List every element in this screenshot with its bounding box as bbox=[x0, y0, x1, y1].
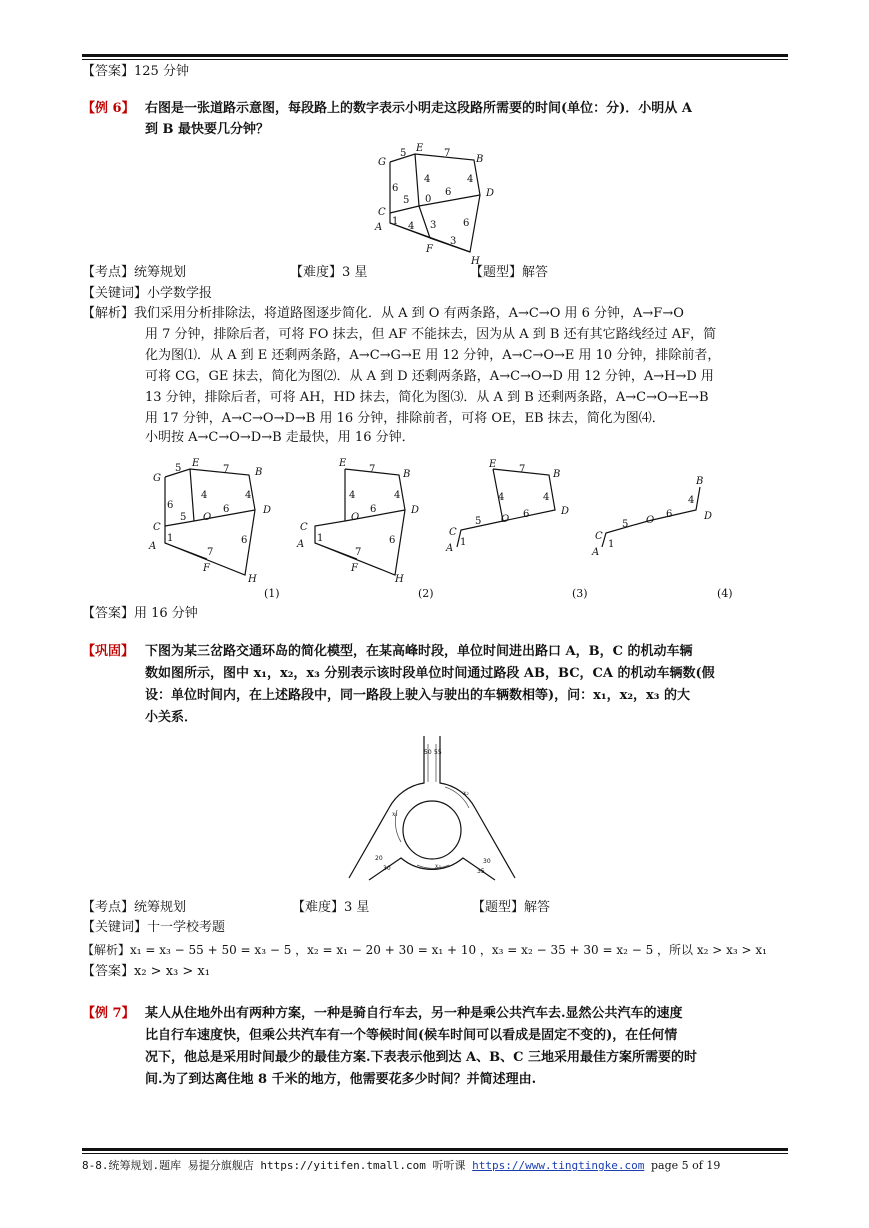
svg-text:6: 6 bbox=[223, 504, 230, 515]
svg-text:55: 55 bbox=[434, 749, 442, 756]
example7-line1: 某人从住地外出有两种方案，一种是骑自行车去，另一种是乘公共汽车去.显然公共汽车的速度 bbox=[145, 1006, 683, 1021]
svg-text:E: E bbox=[339, 458, 347, 469]
svg-text:5: 5 bbox=[475, 516, 482, 527]
svg-text:C: C bbox=[378, 207, 386, 218]
svg-text:C: C bbox=[153, 522, 161, 533]
example7-line4: 间.为了到达离住地 8 千米的地方，他需要花多少时间？并简述理由. bbox=[145, 1072, 537, 1087]
svg-text:3: 3 bbox=[430, 220, 437, 231]
svg-text:H: H bbox=[471, 256, 480, 265]
svg-text:30: 30 bbox=[383, 865, 391, 872]
svg-text:O: O bbox=[501, 514, 510, 525]
consolidate-line3: 设：单位时间内，在上述路段中，同一路段上驶入与驶出的车辆数相等)，问：x₁，x₂，x₃ 的大 bbox=[145, 688, 691, 703]
svg-text:C: C bbox=[449, 527, 457, 538]
svg-text:6: 6 bbox=[523, 509, 530, 520]
solution6-line4: 可将 CG，GE 抹去，简化为图⑵．从 A 到 D 还剩两条路，A→C→O→D 用 12 分钟，A→H→D 用 bbox=[145, 369, 714, 384]
svg-text:5: 5 bbox=[403, 195, 410, 206]
svg-text:B: B bbox=[255, 467, 263, 478]
meta7-point: 【考点】统筹规划 bbox=[82, 900, 187, 915]
svg-text:1: 1 bbox=[317, 533, 324, 544]
svg-text:7: 7 bbox=[207, 547, 214, 558]
svg-text:D: D bbox=[561, 506, 570, 517]
svg-text:4: 4 bbox=[498, 492, 505, 503]
svg-text:H: H bbox=[395, 574, 404, 585]
svg-text:E: E bbox=[192, 458, 200, 469]
consolidate-tag: 【巩固】 bbox=[82, 644, 135, 659]
meta6-type: 【题型】解答 bbox=[470, 265, 549, 280]
svg-text:A: A bbox=[149, 541, 157, 552]
consolidate-line1: 下图为某三岔路交通环岛的简化模型，在某高峰时段，单位时间进出路口 A，B，C 的机动车辆 bbox=[145, 644, 693, 659]
svg-text:7: 7 bbox=[369, 464, 376, 475]
svg-text:O: O bbox=[203, 512, 212, 523]
svg-text:x₂: x₂ bbox=[463, 790, 469, 797]
page-number: page 5 of 19 bbox=[650, 1159, 721, 1172]
figure-3 bbox=[445, 455, 580, 585]
solution6-line7: 小明按 A→C→O→D→B 走最快，用 16 分钟． bbox=[145, 430, 415, 445]
footer-rule-thin bbox=[82, 1153, 788, 1154]
footer-text: 8-8.统筹规划.题库 易提分旗舰店 https://yitifen.tmall.com 听听课 bbox=[82, 1159, 473, 1172]
solution6-line3: 化为图⑴．从 A 到 E 还剩两条路，A→C→G→E 用 12 分钟，A→C→O→E 用 10 分钟，排除前者， bbox=[145, 348, 721, 363]
svg-text:4: 4 bbox=[394, 490, 401, 501]
figure-2 bbox=[295, 455, 430, 585]
svg-text:B: B bbox=[403, 469, 411, 480]
svg-text:6: 6 bbox=[445, 187, 452, 198]
answer6: 【答案】用 16 分钟 bbox=[82, 606, 198, 621]
svg-text:O: O bbox=[646, 515, 655, 526]
svg-text:G: G bbox=[153, 473, 161, 484]
svg-text:4: 4 bbox=[424, 174, 431, 185]
footer-link[interactable]: https://www.tingtingke.com bbox=[472, 1159, 645, 1172]
svg-text:7: 7 bbox=[444, 148, 451, 159]
svg-text:O: O bbox=[351, 512, 360, 523]
svg-text:C: C bbox=[595, 531, 603, 542]
header-rule bbox=[82, 54, 788, 57]
svg-text:6: 6 bbox=[241, 535, 248, 546]
meta6-difficulty: 【难度】3 星 bbox=[290, 265, 368, 280]
svg-text:F: F bbox=[426, 244, 433, 255]
svg-text:6: 6 bbox=[389, 535, 396, 546]
svg-text:B: B bbox=[553, 469, 561, 480]
svg-text:6: 6 bbox=[370, 504, 377, 515]
solution7: 【解析】x₁ = x₃ − 55 + 50 = x₃ − 5 ，x₂ = x₁ − 20 + 30 = x₁ + 10 ，x₃ = x₂ − 35 + 30 = x₂ − 5 ，所以 x₂ > x₃ > x₁ bbox=[82, 943, 767, 957]
solution6-line2: 用 7 分钟，排除后者，可将 FO 抹去，但 AF 不能抹去，因为从 A 到 B 还有其它路线经过 AF，简 bbox=[145, 327, 717, 342]
svg-text:35: 35 bbox=[477, 868, 485, 875]
meta7-type: 【题型】解答 bbox=[472, 900, 551, 915]
svg-text:A: A bbox=[592, 547, 600, 558]
svg-text:B: B bbox=[696, 476, 704, 487]
svg-text:4: 4 bbox=[408, 221, 415, 232]
svg-text:x₃: x₃ bbox=[435, 863, 441, 870]
svg-text:1: 1 bbox=[460, 537, 467, 548]
svg-text:G: G bbox=[378, 157, 386, 168]
meta6-point: 【考点】统筹规划 bbox=[82, 265, 187, 280]
solution6-line5: 13 分钟，排除后者，可将 AH，HD 抹去，简化为图⑶．从 A 到 B 还剩两条路，A→C→O→E→B bbox=[145, 390, 709, 405]
svg-text:E: E bbox=[416, 143, 424, 154]
road-map-diagram bbox=[370, 140, 510, 265]
solution6-line1: 【解析】我们采用分析排除法，将道路图逐步简化．从 A 到 O 有两条路，A→C→O 用 6 分钟，A→F→O bbox=[82, 306, 684, 321]
svg-text:6: 6 bbox=[167, 500, 174, 511]
svg-text:4: 4 bbox=[245, 490, 252, 501]
svg-text:4: 4 bbox=[688, 495, 695, 506]
svg-text:A: A bbox=[446, 543, 454, 554]
svg-text:30: 30 bbox=[483, 858, 491, 865]
caption-1: (1) bbox=[264, 587, 280, 600]
svg-text:7: 7 bbox=[519, 464, 526, 475]
svg-text:6: 6 bbox=[666, 509, 673, 520]
svg-text:7: 7 bbox=[223, 464, 230, 475]
svg-text:A: A bbox=[297, 539, 305, 550]
example7-tag: 【例 7】 bbox=[82, 1006, 135, 1021]
svg-text:4: 4 bbox=[349, 490, 356, 501]
svg-text:5: 5 bbox=[175, 463, 182, 474]
svg-text:D: D bbox=[411, 505, 420, 516]
caption-2: (2) bbox=[418, 587, 434, 600]
meta7-difficulty: 【难度】3 星 bbox=[292, 900, 370, 915]
roundabout-diagram bbox=[345, 730, 520, 888]
svg-text:F: F bbox=[203, 563, 210, 574]
svg-text:6: 6 bbox=[392, 183, 399, 194]
svg-text:E: E bbox=[489, 459, 497, 470]
consolidate-line4: 小关系． bbox=[145, 710, 198, 725]
svg-text:1: 1 bbox=[392, 216, 399, 227]
header-rule-thin bbox=[82, 59, 788, 60]
footer-rule bbox=[82, 1148, 788, 1151]
svg-text:4: 4 bbox=[467, 174, 474, 185]
svg-text:H: H bbox=[248, 574, 257, 585]
figure-4 bbox=[590, 465, 725, 575]
meta6-keywords: 【关键词】小学数学报 bbox=[82, 286, 213, 301]
caption-3: (3) bbox=[572, 587, 588, 600]
svg-text:D: D bbox=[263, 505, 272, 516]
svg-text:A: A bbox=[375, 222, 383, 233]
consolidate-line2: 数如图所示，图中 x₁，x₂，x₃ 分别表示该时段单位时间通过路段 AB，BC，CA 的机动车辆数(假 bbox=[145, 666, 715, 681]
example6-tag: 【例 6】 bbox=[82, 101, 135, 116]
answer7: 【答案】x₂ > x₃ > x₁ bbox=[82, 964, 210, 979]
example7-line2: 比自行车速度快，但乘公共汽车有一个等候时间(候车时间可以看成是固定不变的)，在任何情 bbox=[145, 1028, 678, 1043]
svg-text:C: C bbox=[300, 522, 308, 533]
svg-text:4: 4 bbox=[201, 490, 208, 501]
svg-text:5: 5 bbox=[180, 512, 187, 523]
svg-text:50: 50 bbox=[424, 749, 432, 756]
example6-question-line1: 右图是一张道路示意图，每段路上的数字表示小明走这段路所需要的时间(单位：分)．小明从 A bbox=[145, 101, 692, 116]
solution6-line6: 用 17 分钟，A→C→O→D→B 用 16 分钟，排除前者，可将 OE，EB 抹去，简化为图⑷． bbox=[145, 411, 665, 426]
example6-question-line2: 到 B 最快要几分钟？ bbox=[145, 122, 270, 137]
svg-text:F: F bbox=[351, 563, 358, 574]
svg-text:3: 3 bbox=[450, 236, 457, 247]
svg-text:1: 1 bbox=[167, 533, 174, 544]
svg-text:D: D bbox=[704, 511, 713, 522]
footer bbox=[82, 1157, 720, 1173]
svg-text:7: 7 bbox=[355, 547, 362, 558]
svg-text:x₁: x₁ bbox=[392, 811, 398, 818]
meta7-keywords: 【关键词】十一学校考题 bbox=[82, 920, 226, 935]
svg-text:5: 5 bbox=[622, 519, 629, 530]
svg-text:4: 4 bbox=[543, 492, 550, 503]
svg-text:1: 1 bbox=[608, 539, 615, 550]
svg-text:D: D bbox=[486, 188, 495, 199]
svg-text:0: 0 bbox=[425, 194, 432, 205]
svg-text:20: 20 bbox=[375, 855, 383, 862]
svg-text:6: 6 bbox=[463, 218, 470, 229]
answer-prev: 【答案】125 分钟 bbox=[82, 64, 189, 79]
example7-line3: 况下，他总是采用时间最少的最佳方案.下表表示他到达 A、B、C 三地采用最佳方案所需要的时 bbox=[145, 1050, 697, 1065]
caption-4: (4) bbox=[717, 587, 733, 600]
figure-1 bbox=[145, 455, 280, 585]
svg-text:B: B bbox=[476, 154, 484, 165]
svg-text:5: 5 bbox=[400, 148, 407, 159]
